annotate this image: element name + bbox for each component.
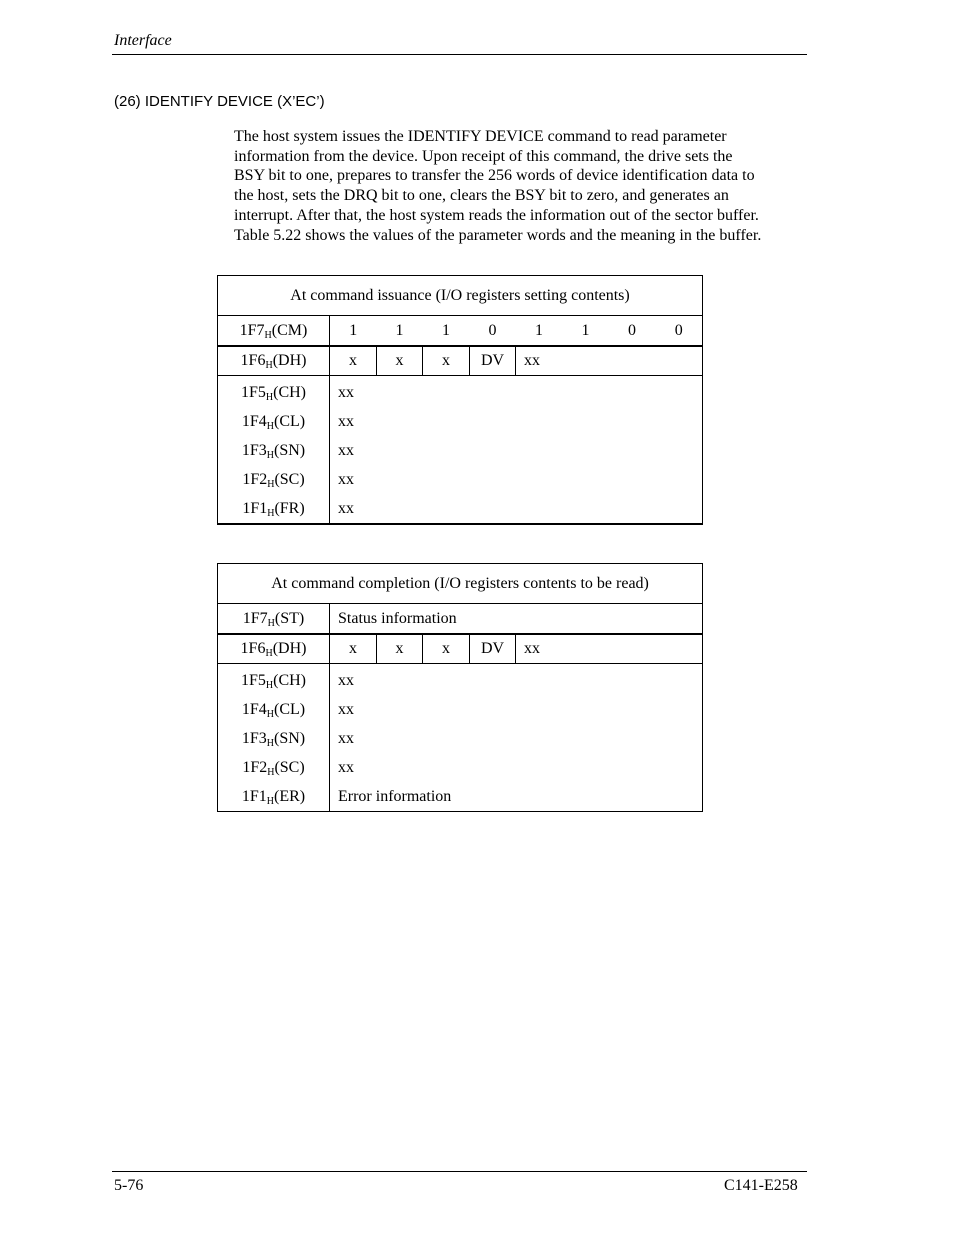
bit-cell: x — [377, 346, 423, 376]
register-name: $1F6_H(DH)$ — [218, 634, 330, 664]
register-name: $1F3_H(SN)$ — [218, 436, 330, 465]
register-name: $1F6_H(DH)$ — [218, 346, 330, 376]
table-caption: At command completion (I/O registers contents to be read) — [218, 564, 703, 604]
table-row-cm — [218, 316, 703, 347]
command-issuance-table — [217, 275, 703, 525]
register-name: $1F2_H(SC)$ — [218, 465, 330, 494]
body-paragraph — [234, 127, 814, 245]
table-row — [218, 753, 703, 782]
bit-cell: DV — [470, 346, 516, 376]
register-name: $1F1_H(FR)$ — [218, 494, 330, 524]
table-row — [218, 782, 703, 812]
paragraph-line: interrupt. After that, the host system reads the information out of the sector buffer. — [234, 206, 759, 224]
paragraph-line: information from the device. Upon receipt of this command, the drive sets the — [234, 147, 733, 165]
bit-cell: 0 — [656, 316, 703, 347]
bit-cell: 1 — [423, 316, 470, 347]
running-header: Interface — [114, 32, 172, 49]
register-name: $1F4_H(CL)$ — [218, 695, 330, 724]
footer-rule — [112, 1171, 807, 1172]
register-name: $1F5_H(CH)$ — [218, 376, 330, 408]
table-row-dh — [218, 634, 703, 664]
table-row-st — [218, 604, 703, 635]
paragraph-line: BSY bit to one, prepares to transfer the 256 words of device identification data to — [234, 167, 755, 185]
bit-cell: x — [377, 634, 423, 664]
bit-cell: DV — [470, 634, 516, 664]
table-row — [218, 376, 703, 408]
table-row — [218, 664, 703, 696]
value-cell: xx — [330, 376, 703, 408]
table-row — [218, 407, 703, 436]
value-cell: xx — [330, 407, 703, 436]
bit-cell: x — [423, 634, 470, 664]
bit-cell: 0 — [470, 316, 516, 347]
paragraph-line: Table 5.22 shows the values of the parameter words and the meaning in the buffer. — [234, 226, 762, 244]
register-name: $1F5_H(CH)$ — [218, 664, 330, 696]
command-completion-table — [217, 563, 703, 812]
bit-cell: 1 — [516, 316, 563, 347]
value-cell: xx — [330, 753, 703, 782]
header-rule — [112, 54, 807, 55]
register-name: $1F2_H(SC)$ — [218, 753, 330, 782]
bit-cell: x — [330, 634, 377, 664]
register-name: $1F4_H(CL)$ — [218, 407, 330, 436]
paragraph-line: the host, sets the DRQ bit to one, clears the BSY bit to zero, and generates an — [234, 187, 729, 205]
value-cell: xx — [330, 436, 703, 465]
table-row — [218, 494, 703, 524]
bit-cell: 1 — [563, 316, 609, 347]
value-cell: xx — [330, 465, 703, 494]
bit-cell: x — [330, 346, 377, 376]
table-row — [218, 695, 703, 724]
bit-cell: 1 — [377, 316, 423, 347]
register-name: $1F7_H(ST)$ — [218, 604, 330, 635]
register-name: $1F3_H(SN)$ — [218, 724, 330, 753]
value-cell: Error information — [330, 782, 703, 812]
table-caption: At command issuance (I/O registers setting contents) — [218, 276, 703, 316]
value-cell: xx — [330, 724, 703, 753]
value-cell: xx — [330, 695, 703, 724]
section-heading: (26) IDENTIFY DEVICE (X’EC’) — [114, 93, 325, 110]
value-cell: Status information — [330, 604, 703, 635]
bit-cell: 1 — [330, 316, 377, 347]
page-number: 5-76 — [114, 1177, 144, 1194]
table-row — [218, 724, 703, 753]
register-name: $1F1_H(ER)$ — [218, 782, 330, 812]
register-name: $1F7_H(CM)$ — [218, 316, 330, 347]
bit-cell: 0 — [609, 316, 656, 347]
bit-cell: x — [423, 346, 470, 376]
table-row-dh — [218, 346, 703, 376]
document-id: C141-E258 — [724, 1177, 798, 1194]
value-cell: xx — [516, 634, 703, 664]
paragraph-line: The host system issues the IDENTIFY DEVICE command to read parameter — [234, 128, 727, 145]
value-cell: xx — [330, 664, 703, 696]
table-row — [218, 465, 703, 494]
value-cell: xx — [330, 494, 703, 524]
value-cell: xx — [516, 346, 703, 376]
table-row — [218, 436, 703, 465]
